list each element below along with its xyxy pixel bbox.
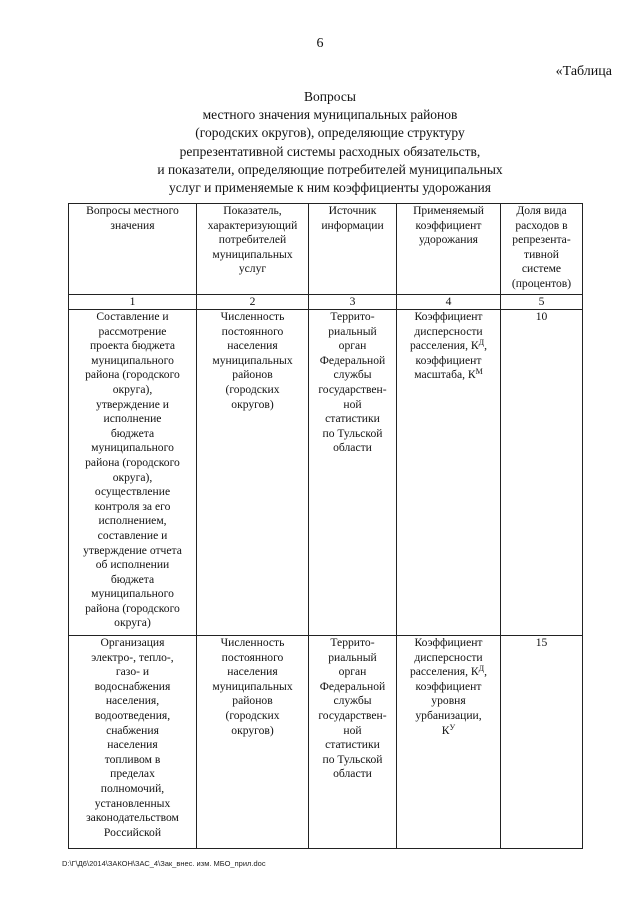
header-share: Доля вида расходов в репрезента- тивной системе (процентов) <box>501 204 583 295</box>
title-line: репрезентативной системы расходных обязательств, <box>179 143 481 159</box>
title-line: (городских округов), определяющие структуру <box>195 125 465 141</box>
coefficient-cell: Коэффициент дисперсности расселения, $К^Д$, коэффициент масштаба, $К^М$ <box>397 310 501 636</box>
column-number-row <box>69 295 583 310</box>
column-number: 4 <box>397 295 501 310</box>
title-line: местного значения муниципальных районов <box>202 107 458 123</box>
column-number: 3 <box>309 295 397 310</box>
indicator-cell: Численность постоянного населения муниципальных районов (городских округов) <box>197 310 309 636</box>
column-number: 5 <box>501 295 583 310</box>
issue-cell: Составление и рассмотрение проекта бюджета муниципального района (городского округа), утверждение и исполнение бюджета муниципального района (городского округа), осуществление контроля за его исполнением, составление и утверждение отчета об исполнении бюджета муниципального района (городского округа) <box>69 310 197 636</box>
table-header-row <box>69 204 583 295</box>
coefficient-cell: Коэффициент дисперсности расселения, $К^Д$, коэффициент уровня урбанизации, $К^У$ <box>397 636 501 849</box>
column-number: 1 <box>69 295 197 310</box>
title-line: и показатели, определяющие потребителей муниципальных <box>157 161 503 177</box>
footer-file-path: D:\Г\Д6\2014\ЗАКОН\ЗАС_4\Зак_внес. изм. МБО_прил.doc <box>62 859 266 868</box>
issue-cell: Организация электро-, тепло-, газо- и водоснабжения населения, водоотведения, снабжения населения топливом в пределах полномочий, установленных законодательством Российской <box>69 636 197 849</box>
header-coefficient: Применяемый коэффициент удорожания <box>397 204 501 295</box>
table-caption: «Таблица <box>555 64 612 79</box>
page-number: 6 <box>316 36 324 51</box>
title-line: Вопросы <box>304 89 356 104</box>
column-number: 2 <box>197 295 309 310</box>
document-title <box>60 88 600 197</box>
share-cell: 10 <box>501 310 583 636</box>
source-cell: Террито- риальный орган Федеральной службы государствен- ной статистики по Тульской области <box>309 310 397 636</box>
header-indicator: Показатель, характеризующий потребителей муниципальных услуг <box>197 204 309 295</box>
expense-structure-table <box>68 203 583 849</box>
indicator-cell: Численность постоянного населения муниципальных районов (городских округов) <box>197 636 309 849</box>
title-line: услуг и применяемые к ним коэффициенты удорожания <box>169 180 491 196</box>
table-row <box>69 636 583 849</box>
source-cell: Террито- риальный орган Федеральной службы государствен- ной статистики по Тульской области <box>309 636 397 849</box>
header-issue: Вопросы местного значения <box>69 204 197 295</box>
table-row <box>69 310 583 636</box>
share-cell: 15 <box>501 636 583 849</box>
header-source: Источник информации <box>309 204 397 295</box>
